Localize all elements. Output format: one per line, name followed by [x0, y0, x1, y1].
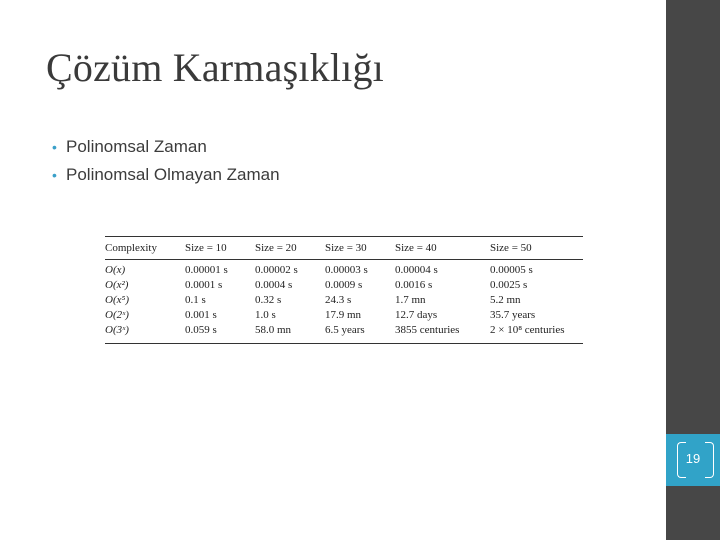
table-cell: 3855 centuries: [395, 324, 460, 336]
table-row: [105, 278, 583, 293]
page-number: 19: [685, 451, 701, 466]
table-cell: 0.0016 s: [395, 279, 433, 291]
table-header-row: [105, 237, 583, 260]
table-cell: 1.7 mn: [395, 294, 426, 306]
table-cell: 0.001 s: [185, 309, 217, 321]
table-cell: 24.3 s: [325, 294, 352, 306]
table-cell: 0.1 s: [185, 294, 206, 306]
table-cell: 0.0001 s: [185, 279, 223, 291]
table-cell: 17.9 mn: [325, 309, 362, 321]
table-cell: 2 × 10⁸ centuries: [490, 324, 565, 336]
table-header-cell: Size = 30: [325, 242, 367, 254]
bullet-text: Polinomsal Zaman: [66, 137, 207, 156]
table-cell: 5.2 mn: [490, 294, 521, 306]
table-cell: 0.0009 s: [325, 279, 363, 291]
bullet-item: [52, 161, 280, 189]
bullet-text: Polinomsal Olmayan Zaman: [66, 165, 280, 184]
bullet-item: [52, 133, 280, 161]
page-number-badge: [666, 434, 720, 486]
table-cell: 0.00003 s: [325, 264, 368, 276]
table-cell: 0.00002 s: [255, 264, 298, 276]
table-cell: 12.7 days: [395, 309, 438, 321]
table-cell: O(2ˣ): [105, 309, 129, 321]
table-header-cell: Size = 20: [255, 242, 297, 254]
table-cell: O(x): [105, 264, 126, 276]
table-cell: 35.7 years: [490, 309, 536, 321]
table-header-cell: Size = 50: [490, 242, 532, 254]
table-cell: 0.00004 s: [395, 264, 438, 276]
table-row: [105, 308, 583, 323]
table-cell: O(x⁵): [105, 294, 129, 306]
table-row: [105, 323, 583, 344]
table-cell: O(x²): [105, 279, 129, 291]
table-cell: 0.00005 s: [490, 264, 533, 276]
table-header-cell: Complexity: [105, 242, 157, 254]
table-row: [105, 260, 583, 279]
right-bracket-icon: [705, 442, 714, 478]
bullet-icon: •: [52, 139, 57, 155]
table-row: [105, 293, 583, 308]
slide-title: Çözüm Karmaşıklığı: [46, 45, 384, 90]
table-cell: 6.5 years: [325, 324, 365, 336]
table-header-cell: Size = 40: [395, 242, 437, 254]
table-cell: 58.0 mn: [255, 324, 292, 336]
table-cell: 0.00001 s: [185, 264, 228, 276]
table-header-cell: Size = 10: [185, 242, 227, 254]
table-cell: 0.0004 s: [255, 279, 293, 291]
table-cell: 0.32 s: [255, 294, 282, 306]
table-cell: 1.0 s: [255, 309, 276, 321]
table-cell: 0.0025 s: [490, 279, 528, 291]
bullet-list: [52, 133, 280, 189]
complexity-table: [105, 236, 583, 344]
table-cell: 0.059 s: [185, 324, 217, 336]
complexity-table-image: [105, 212, 583, 347]
table-cell: O(3ˣ): [105, 324, 129, 336]
bullet-icon: •: [52, 167, 57, 183]
